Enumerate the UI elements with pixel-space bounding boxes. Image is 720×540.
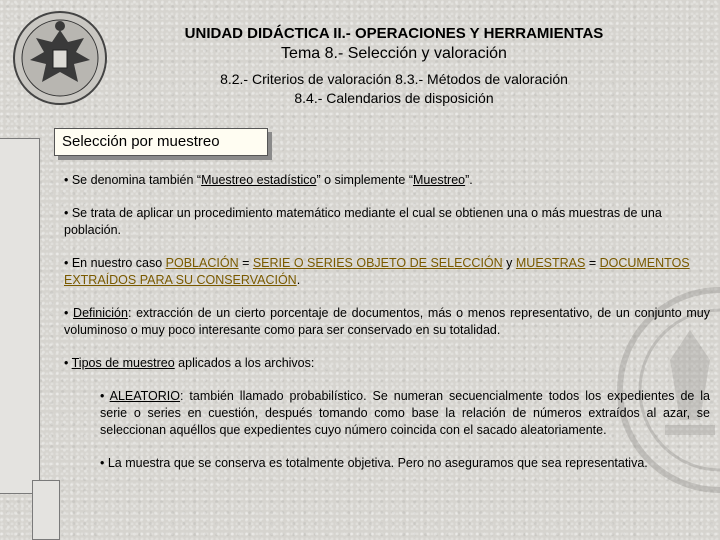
related-topics-line1: 8.2.- Criterios de valoración 8.3.- Métodos de valoración — [220, 71, 568, 87]
term-muestras: MUESTRAS — [515, 256, 586, 270]
subbullet-random: • ALEATORIO: también llamado probabilístico. Se numeran secuencialmente todos los expedientes de la serie o series en cuestión, después tomando como base la relación de números extraídos al azar, se seleccionan aquéllos que expedientes cuyo número coincida con el sacado aleatoriamente. — [100, 389, 710, 437]
bullet-procedure: • Se trata de aplicar un procedimiento matemático mediante el cual se obtienen una o más muestras de una población. — [64, 206, 662, 237]
bullet-also-called: • Se denomina también “Muestreo estadístico” o simplemente “Muestreo”. — [64, 173, 473, 187]
term-muestreo-estadistico: Muestreo estadístico — [201, 173, 317, 187]
slide-header — [120, 24, 668, 108]
term-documentos: DOCUMENTOS EXTRAÍDOS PARA SU CONSERVACIÓN — [64, 256, 690, 287]
term-muestreo: Muestreo — [413, 173, 466, 187]
related-topics-line2: 8.4.- Calendarios de disposición — [294, 90, 494, 106]
term-serie: SERIE O SERIES OBJETO DE SELECCIÓN — [252, 256, 503, 270]
term-tipos-de-muestreo: Tipos de muestreo — [71, 356, 175, 370]
term-definicion: Definición — [73, 306, 128, 320]
term-poblacion: POBLACIÓN — [165, 256, 239, 270]
unit-title: UNIDAD DIDÁCTICA II.- OPERACIONES Y HERRAMIENTAS — [184, 25, 604, 42]
bullet-population: • En nuestro caso POBLACIÓN = SERIE O SERIES OBJETO DE SELECCIÓN y MUESTRAS = DOCUMENTOS EXTRAÍDOS PARA SU CONSERVACIÓN. — [64, 256, 690, 287]
term-aleatorio: ALEATORIO — [109, 389, 181, 403]
subbullet-objective: • La muestra que se conserva es totalmente objetiva. Pero no aseguramos que sea representativa. — [100, 456, 648, 470]
topic-title: Tema 8.- Selección y valoración — [281, 45, 507, 62]
bullet-sampling-types: • Tipos de muestreo aplicados a los archivos: — [64, 356, 315, 370]
left-frame-strip — [0, 138, 40, 494]
slide-content — [64, 172, 710, 488]
bullet-definition: • Definición: extracción de un cierto porcentaje de documentos, más o menos representativo, de un conjunto muy voluminoso o muy poco interesante como para ser conservado en su totalidad. — [64, 306, 710, 337]
left-frame-tab — [32, 480, 60, 540]
coat-of-arms-icon — [10, 8, 110, 108]
section-title: Selección por muestreo — [54, 128, 268, 156]
